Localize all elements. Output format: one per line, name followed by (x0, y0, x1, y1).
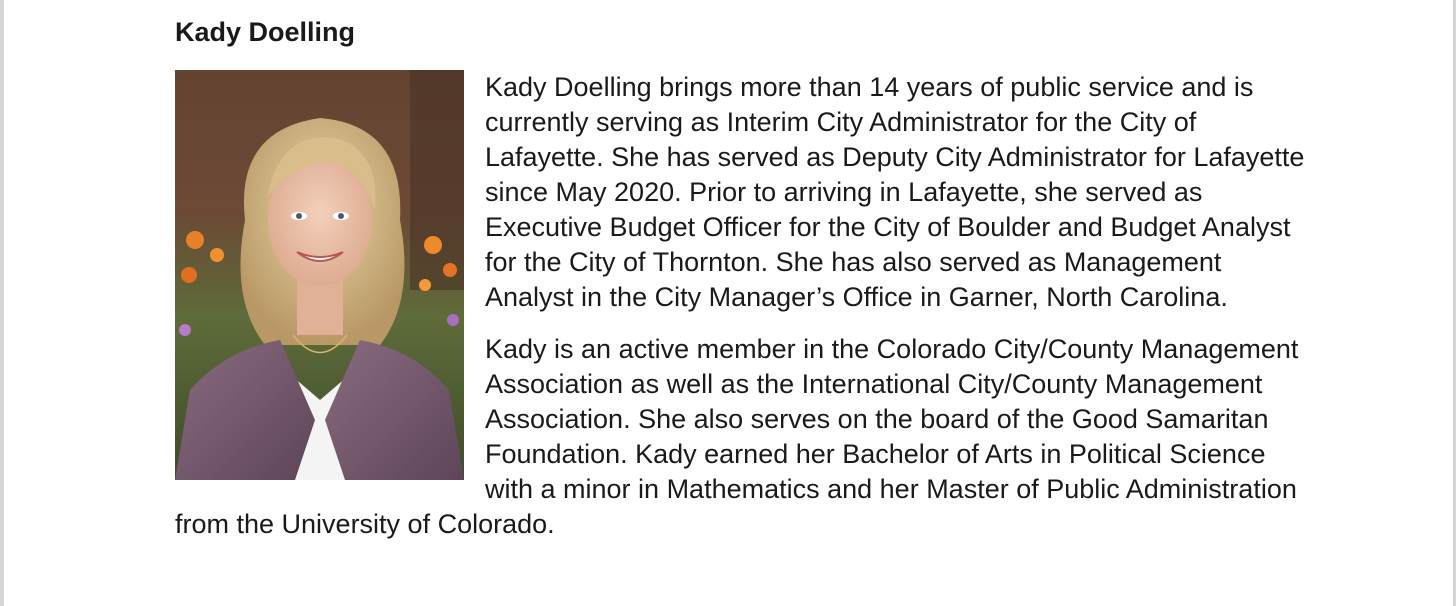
bio-paragraph-career: Kady Doelling brings more than 14 years of public service and is currently serving as Interim City Administrator for the City of Lafayette. She has served as Deputy City Administrator for Lafayette since May 2020. Prior to arriving in Lafayette, she served as Executive Budget Officer for the City of Boulder and Budget Analyst for the City of Thornton. She has also served as Management Analyst in the City Manager’s Office in Garner, North Carolina. (485, 72, 1305, 312)
document-page (175, 14, 1315, 542)
portrait-photo (175, 70, 464, 480)
person-name-heading: Kady Doelling (175, 17, 356, 47)
window-edge-left (0, 0, 4, 606)
bio-paragraph-memberships: Kady is an active member in the Colorado City/County Management Association as well as the International City/County Management Association. She also serves on the board of the Good Samaritan Foundation. Kady earned her Bachelor of Arts in Political Science with a minor in Mathematics and her Master of Public Administration from the University of Colorado. (175, 334, 1299, 539)
